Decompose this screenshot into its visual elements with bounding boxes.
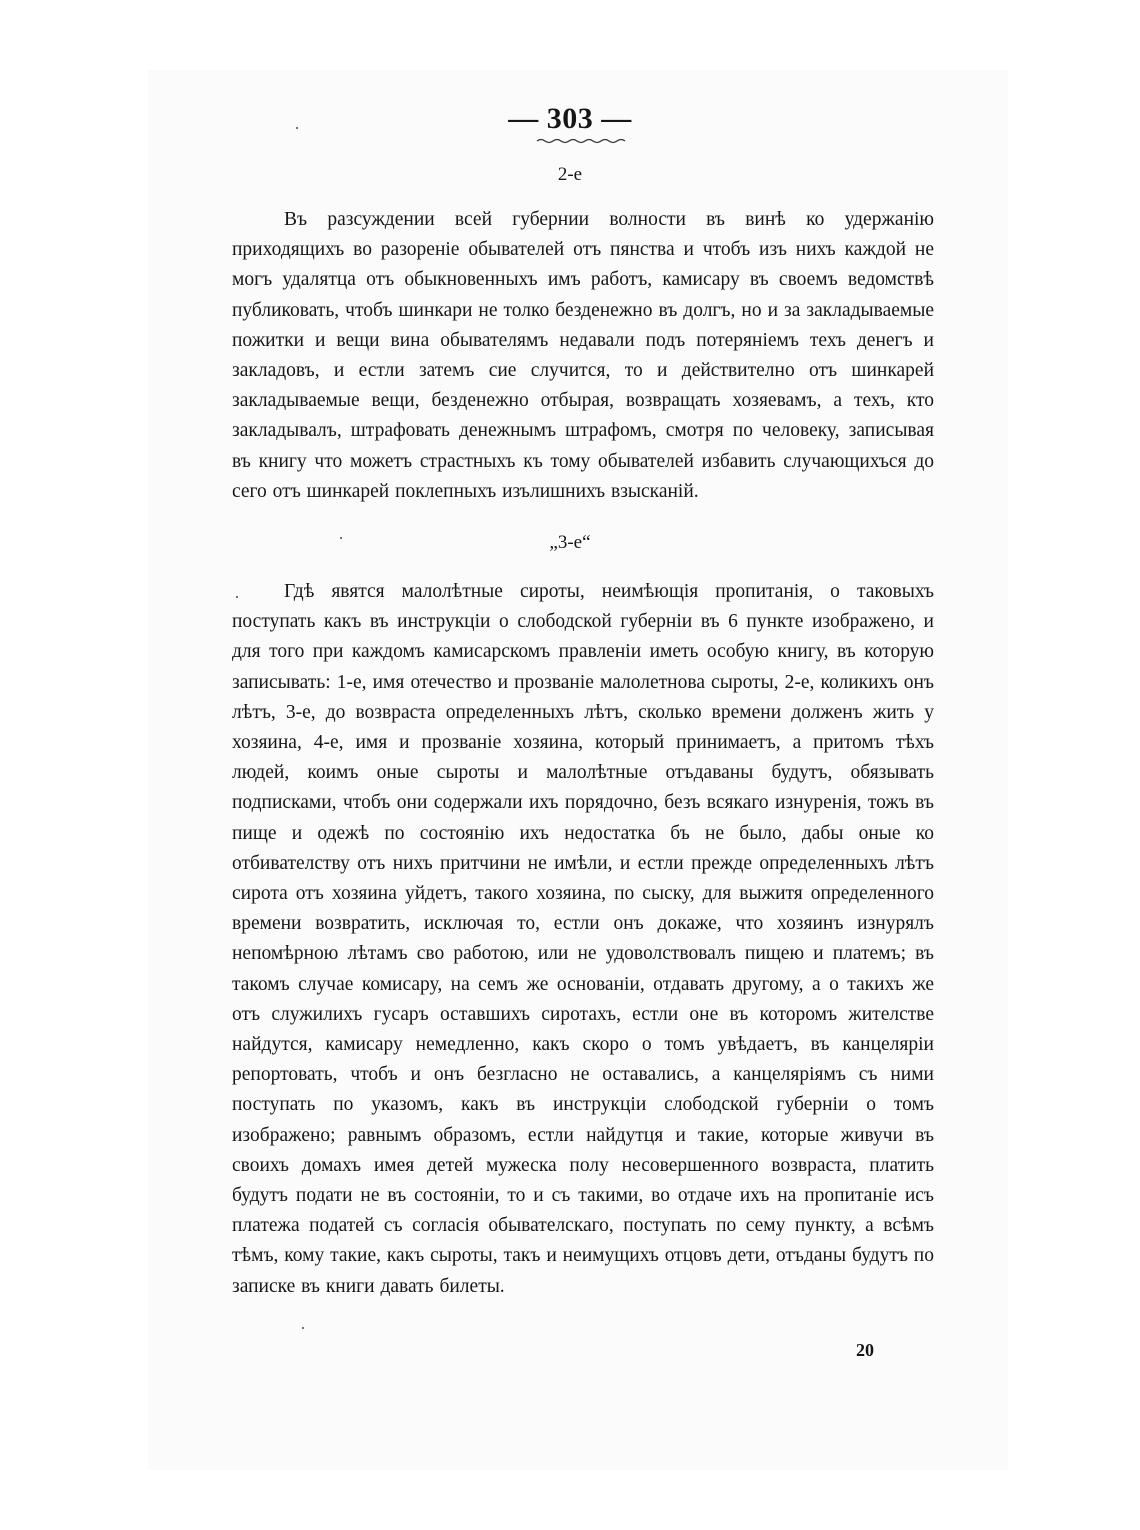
folio-header: — 303 — [508,102,632,135]
section-paragraph-2: Въ разсуждении всей губернии волности въ винѣ ко удержанію приходящихъ во разореніе обывателей отъ пянства и чтобъ изъ нихъ каждой не могъ удалятца отъ обыкновенныхъ имъ работъ, камисару въ своемъ ведомствѣ публиковать, чтобъ шинкари не толко безденежно въ долгъ, но и за закладываемые пожитки и вещи вина обывателямъ недавали подъ потеряніемъ техъ денегъ и закладовъ, и естли затемъ сие случится, то и действително отъ шинкарей закладываемые вещи, безденежно отбырая, возвращать хозяевамъ, а техъ, кто закладывалъ, штрафовать денежнымъ штрафомъ, смотря по человеку, записывая въ книгу что можетъ страстныхъ къ тому обывателей избавить случающихъся до сего отъ шинкарей поклепныхъ изълишнихъ взысканій. [232,209,934,502]
section-paragraph-3: Гдѣ явятся малолѣтные сироты, неимѣющія пропитанія, о таковыхъ поступать какъ въ инструкціи о слободской губерніи въ 6 пункте изображено, и для того при каждомъ камисарскомъ правленіи иметь особую книгу, въ которую записывать: 1-е, имя отечество и прозваніе малолетнова сыроты, 2-е, коликихъ онъ лѣтъ, 3-е, до возвраста определенныхъ лѣтъ, сколько времени долженъ жить у хозяина, 4-е, имя и прозваніе хозяина, который принимаетъ, а притомъ тѣхъ людей, коимъ оные сыроты и малолѣтные отъдаваны будутъ, обязывать подписками, чтобъ они содержали ихъ порядочно, безъ всякаго изнуренія, тожъ въ пище и одежѣ по состоянію ихъ недостатка бъ не было, дабы оные ко отбивателству отъ нихъ притчини не имѣли, и естли прежде определенныхъ лѣтъ сирота отъ хозяина уйдетъ, такого хозяина, по сыску, для выжитя определенного времени возвратить, исключая то, естли онъ докаже, что хозяинъ изнурялъ непомѣрною лѣтамъ сво работою, или не удоволствовалъ пищею и платемъ; въ такомъ случае комисару, на семъ же основаніи, отдавать другому, а о такихъ же отъ служилихъ гусаръ оставшихъ сиротахъ, естли оне въ которомъ жителстве найдутся, камисару немедленно, какъ скоро о томъ увѣдаетъ, въ канцеляріи репортовать, чтобъ и онъ безгласно не оставались, а канцеляріямъ съ ними поступать по указомъ, какъ въ инструкціи слободской губерніи о томъ изображено; равнымъ образомъ, естли найдутця и такие, которые живучи въ своихъ домахъ имея детей мужеска полу несовершенного возвраста, платить будутъ подати не въ состояніи, то и съ такими, во отдаче ихъ на пропитаніе исъ платежа податей съ согласія обывателскаго, поступать по сему пункту, а всѣмъ тѣмъ, кому такие, какъ сыроты, такъ и неимущихъ отцовъ дети, отъданы будутъ по записке въ книги давать билеты. [232,581,934,1297]
print-speck [296,127,298,129]
print-speck [236,596,238,598]
print-speck [340,537,342,539]
page-number: 20 [856,1340,874,1360]
print-speck [302,1327,304,1329]
section-heading-3: „3-е“ [549,532,591,553]
folio-flourish [535,137,629,145]
section-heading-2: 2-е [557,164,583,185]
